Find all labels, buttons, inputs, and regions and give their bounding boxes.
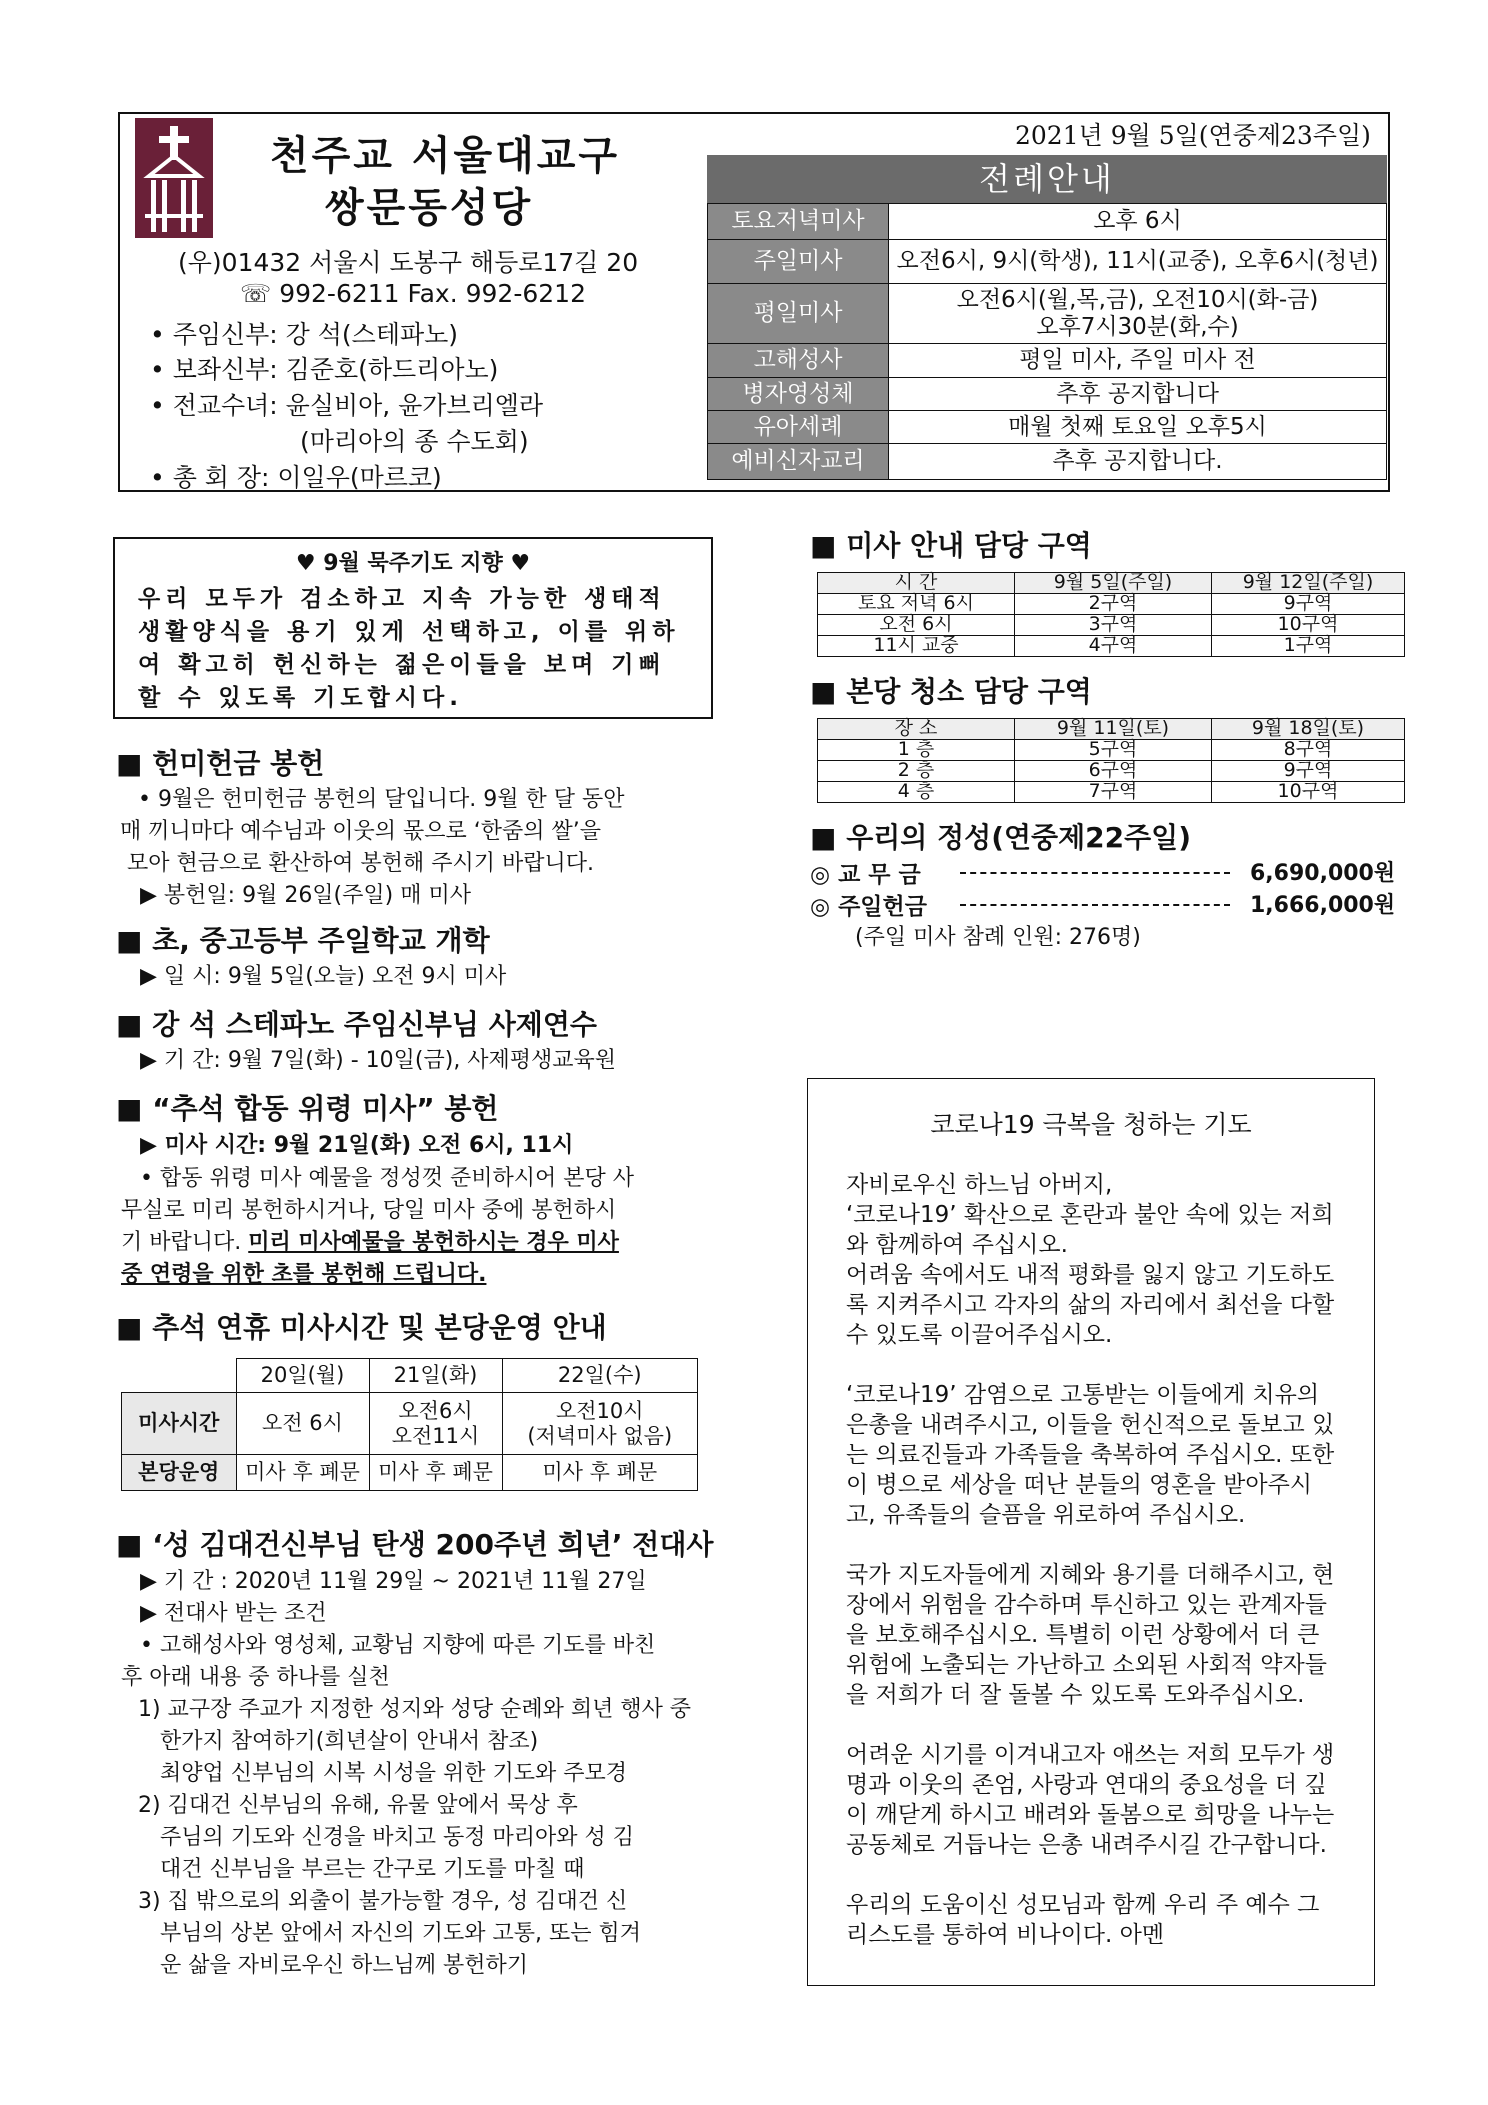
chuseok-row-label: 미사시간 xyxy=(122,1393,237,1455)
cleaning-heading: ■ 본당 청소 담당 구역 xyxy=(810,675,1092,708)
cleaning-cell: 4 층 xyxy=(818,782,1015,803)
corona-prayer-line: ‘코로나19’ 확산으로 혼란과 불안 속에 있는 저희 xyxy=(846,1202,1334,1228)
church-phone: ☏ 992-6211 Fax. 992-6212 xyxy=(240,279,586,308)
chuseok-header-row xyxy=(122,1359,698,1393)
chuseok-col-header: 20일(월) xyxy=(236,1359,369,1393)
staff-pastor: • 주임신부: 강 석(스테파노) xyxy=(150,320,459,349)
liturgy-key: 주일미사 xyxy=(708,240,889,284)
corona-prayer-line: 수 있도록 이끌어주십시오. xyxy=(846,1322,1113,1348)
corona-prayer-title: 코로나19 극복을 청하는 기도 xyxy=(930,1110,1252,1139)
cleaning-col-header: 9월 18일(토) xyxy=(1212,719,1405,740)
mass-guide-heading: ■ 미사 안내 담당 구역 xyxy=(810,529,1092,562)
jubilee-line: 2) 김대건 신부님의 유해, 유물 앞에서 묵상 후 xyxy=(138,1793,578,1818)
mass-guide-header-row xyxy=(818,573,1405,594)
corona-prayer-line: 국가 지도자들에게 지혜와 용기를 더해주시고, 현 xyxy=(846,1562,1335,1588)
mass-guide-cell: 2구역 xyxy=(1015,594,1212,615)
chuseok-row xyxy=(122,1455,698,1491)
mass-guide-col-header: 9월 5일(주일) xyxy=(1015,573,1212,594)
chuseok-cell: 미사 후 폐문 xyxy=(502,1455,698,1491)
jubilee-line: 후 아래 내용 중 하나를 실천 xyxy=(121,1665,390,1690)
liturgy-value-line: 오전6시(월,목,금), 오전10시(화-금) xyxy=(956,287,1319,314)
liturgy-table xyxy=(707,203,1387,480)
liturgy-row xyxy=(708,344,1387,378)
jubilee-line: 부님의 상본 앞에서 자신의 기도와 고통, 또는 힘겨 xyxy=(160,1921,641,1946)
bulletin-date: 2021년 9월 5일(연중제23주일) xyxy=(1015,121,1371,150)
liturgy-row xyxy=(708,204,1387,240)
rice-offering-heading: ■ 헌미헌금 봉헌 xyxy=(116,747,325,780)
cleaning-table xyxy=(817,718,1405,803)
jubilee-line: • 고해성사와 영성체, 교황님 지향에 따른 기도를 바친 xyxy=(140,1633,656,1658)
mass-guide-table xyxy=(817,572,1405,657)
retreat-line: ▶ 기 간: 9월 7일(화) - 10일(금), 사제평생교육원 xyxy=(140,1048,617,1073)
cleaning-cell: 2 층 xyxy=(818,761,1015,782)
liturgy-row xyxy=(708,378,1387,411)
corona-prayer-line: 록 지켜주시고 각자의 삶의 자리에서 최선을 다할 xyxy=(846,1292,1335,1318)
mass-guide-cell: 1구역 xyxy=(1212,636,1405,657)
jubilee-heading: ■ ‘성 김대건신부님 탄생 200주년 희년’ 전대사 xyxy=(116,1528,714,1561)
rice-line: ▶ 봉헌일: 9월 26일(주일) 매 미사 xyxy=(140,883,471,908)
corona-prayer-line: 자비로우신 하느님 아버지, xyxy=(846,1172,1113,1198)
jubilee-line: 한가지 참여하기(희년살이 안내서 참조) xyxy=(160,1729,539,1754)
jubilee-line: ▶ 전대사 받는 조건 xyxy=(140,1601,327,1626)
mass-guide-cell: 3구역 xyxy=(1015,615,1212,636)
prayer-intention-line: 생활양식을 용기 있게 선택하고, 이를 위하 xyxy=(138,619,680,645)
offering-attendance: (주일 미사 참례 인원: 276명) xyxy=(855,925,1141,950)
offering-label: ◎ 주일헌금 xyxy=(810,894,927,920)
rice-line: 모아 현금으로 환산하여 봉헌해 주시기 바랍니다. xyxy=(127,851,595,876)
prayer-intention-line: 우리 모두가 검소하고 지속 가능한 생태적 xyxy=(138,586,666,612)
liturgy-key: 평일미사 xyxy=(708,284,889,344)
corona-prayer-line: 공동체로 거듭나는 은총 내려주시길 간구합니다. xyxy=(846,1832,1327,1858)
cleaning-cell: 7구역 xyxy=(1015,782,1212,803)
chuseok-cell: 미사 후 폐문 xyxy=(369,1455,502,1491)
cleaning-cell: 8구역 xyxy=(1212,740,1405,761)
prayer-intention-title: ♥ 9월 묵주기도 지향 ♥ xyxy=(295,551,531,576)
liturgy-key: 유아세례 xyxy=(708,411,889,444)
corona-prayer-line: 이 병으로 세상을 떠난 분들의 영혼을 받아주시 xyxy=(846,1472,1313,1498)
rice-line: 매 끼니마다 예수님과 이웃의 몫으로 ‘한줌의 쌀’을 xyxy=(120,819,601,844)
chuseok-heading: ■ 추석 연휴 미사시간 및 본당운영 안내 xyxy=(116,1311,607,1344)
cleaning-cell: 9구역 xyxy=(1212,761,1405,782)
liturgy-key: 고해성사 xyxy=(708,344,889,378)
mass-guide-cell: 11시 교중 xyxy=(818,636,1015,657)
corona-prayer-line: 리스도를 통하여 비나이다. 아멘 xyxy=(846,1922,1165,1948)
mass-guide-col-header: 시 간 xyxy=(818,573,1015,594)
cleaning-cell: 5구역 xyxy=(1015,740,1212,761)
liturgy-key: 병자영성체 xyxy=(708,378,889,411)
cleaning-cell: 10구역 xyxy=(1212,782,1405,803)
liturgy-row xyxy=(708,240,1387,284)
corona-prayer-line: 어려움 속에서도 내적 평화를 잃지 않고 기도하도 xyxy=(846,1262,1335,1288)
cleaning-row xyxy=(818,782,1405,803)
liturgy-title: 전례안내 xyxy=(707,155,1387,203)
prayer-intention-line: 여 확고히 헌신하는 젊은이들을 보며 기뻐 xyxy=(138,652,666,678)
staff-sisters: • 전교수녀: 윤실비아, 윤가브리엘라 xyxy=(150,391,544,420)
corona-prayer-line: 위험에 노출되는 가난하고 소외된 사회적 약자들 xyxy=(846,1652,1327,1678)
corona-prayer-line: 와 함께하여 주십시오. xyxy=(846,1232,1068,1258)
staff-assistant: • 보좌신부: 김준호(하드리아노) xyxy=(150,355,499,384)
chuseok-cell: 오전10시 (저녁미사 없음) xyxy=(502,1393,698,1455)
corona-prayer-line: 장에서 위험을 감수하며 투신하고 있는 관계자들 xyxy=(846,1592,1327,1618)
prayer-intention-line: 할 수 있도록 기도합시다. xyxy=(138,685,463,711)
mass-guide-row xyxy=(818,615,1405,636)
cleaning-cell: 1 층 xyxy=(818,740,1015,761)
rice-line: • 9월은 헌미헌금 봉헌의 달입니다. 9월 한 달 동안 xyxy=(138,787,625,812)
memorial-mass-time: ▶ 미사 시간: 9월 21일(화) 오전 6시, 11시 xyxy=(140,1133,574,1158)
chuseok-col-header: 21일(화) xyxy=(369,1359,502,1393)
sunday-school-line: ▶ 일 시: 9월 5일(오늘) 오전 9시 미사 xyxy=(140,964,507,989)
memorial-line: • 합동 위령 미사 예물을 정성껏 준비하시어 본당 사 xyxy=(140,1166,634,1191)
corona-prayer-line: ‘코로나19’ 감염으로 고통받는 이들에게 치유의 xyxy=(846,1382,1320,1408)
corona-prayer-line: 고, 유족들의 슬픔을 위로하여 주십시오. xyxy=(846,1502,1246,1528)
cleaning-col-header: 9월 11일(토) xyxy=(1015,719,1212,740)
sunday-school-heading: ■ 초, 중고등부 주일학교 개학 xyxy=(116,924,490,957)
liturgy-row xyxy=(708,444,1387,480)
mass-guide-cell: 10구역 xyxy=(1212,615,1405,636)
church-name-line1: 천주교 서울대교구 xyxy=(270,133,621,179)
offering-row xyxy=(810,856,1396,888)
corona-prayer-line: 는 의료진들과 가족들을 축복하여 주십시오. 또한 xyxy=(846,1442,1335,1468)
liturgy-row xyxy=(708,284,1387,344)
cleaning-row xyxy=(818,740,1405,761)
chuseok-col-header: 22일(수) xyxy=(502,1359,698,1393)
mass-guide-cell: 토요 저녁 6시 xyxy=(818,594,1015,615)
memorial-line: 무실로 미리 봉헌하시거나, 당일 미사 중에 봉헌하시 xyxy=(121,1198,617,1223)
cleaning-col-header: 장 소 xyxy=(818,719,1015,740)
corona-prayer-line: 을 보호해주십시오. 특별히 이런 상황에서 더 큰 xyxy=(846,1622,1320,1648)
liturgy-value: 추후 공지합니다. xyxy=(889,444,1387,480)
corona-prayer-line: 우리의 도움이신 성모님과 함께 우리 주 예수 그 xyxy=(846,1892,1320,1918)
memorial-underline: 미리 미사예물을 봉헌하시는 경우 미사 xyxy=(248,1230,619,1255)
memorial-underline: 중 연령을 위한 초를 봉헌해 드립니다. xyxy=(121,1262,487,1287)
cleaning-cell: 6구역 xyxy=(1015,761,1212,782)
jubilee-line: 운 삶을 자비로우신 하느님께 봉헌하기 xyxy=(160,1953,529,1978)
liturgy-value xyxy=(889,284,1387,344)
jubilee-line: ▶ 기 간 : 2020년 11월 29일 ~ 2021년 11월 27일 xyxy=(140,1569,647,1594)
cleaning-header-row xyxy=(818,719,1405,740)
church-name-line2: 쌍문동성당 xyxy=(325,185,534,231)
staff-president: • 총 회 장: 이일우(마르코) xyxy=(150,463,442,492)
offering-leader xyxy=(960,872,1230,874)
jubilee-line: 주님의 기도와 신경을 바치고 동정 마리아와 성 김 xyxy=(160,1825,634,1850)
liturgy-value-line: 오후7시30분(화,수) xyxy=(1036,313,1239,340)
offering-amount: 1,666,000원 xyxy=(1250,893,1396,918)
jubilee-line: 3) 집 밖으로의 외출이 불가능할 경우, 성 김대건 신 xyxy=(138,1889,628,1914)
mass-guide-row xyxy=(818,594,1405,615)
liturgy-value: 오전6시, 9시(학생), 11시(교중), 오후6시(청년) xyxy=(889,240,1387,284)
mass-guide-col-header: 9월 12일(주일) xyxy=(1212,573,1405,594)
liturgy-key: 토요저녁미사 xyxy=(708,204,889,240)
chuseok-table xyxy=(121,1358,698,1491)
church-address: (우)01432 서울시 도봉구 해등로17길 20 xyxy=(178,248,639,277)
jubilee-line: 최양업 신부님의 시복 시성을 위한 기도와 주모경 xyxy=(160,1761,628,1786)
mass-guide-cell: 오전 6시 xyxy=(818,615,1015,636)
jubilee-line: 대건 신부님을 부르는 간구로 기도를 마칠 때 xyxy=(160,1857,585,1882)
corona-prayer-line: 을 저희가 더 잘 돌볼 수 있도록 도와주십시오. xyxy=(846,1682,1305,1708)
memorial-mass-heading: ■ “추석 합동 위령 미사” 봉헌 xyxy=(116,1092,499,1125)
chuseok-cell: 오전6시 오전11시 xyxy=(369,1393,502,1455)
jubilee-line: 1) 교구장 주교가 지정한 성지와 성당 순례와 희년 행사 중 xyxy=(138,1697,692,1722)
offering-label: ◎ 교 무 금 xyxy=(810,862,921,888)
offering-heading: ■ 우리의 정성(연중제22주일) xyxy=(810,821,1191,854)
liturgy-key: 예비신자교리 xyxy=(708,444,889,480)
offering-row xyxy=(810,888,1396,920)
liturgy-value: 오후 6시 xyxy=(889,204,1387,240)
liturgy-value: 추후 공지합니다 xyxy=(889,378,1387,411)
corona-prayer-line: 은총을 내려주시고, 이들을 헌신적으로 돌보고 있 xyxy=(846,1412,1335,1438)
offering-amount: 6,690,000원 xyxy=(1250,861,1396,886)
chuseok-row xyxy=(122,1393,698,1455)
memorial-underline-line xyxy=(121,1257,486,1288)
chuseok-cell: 오전 6시 xyxy=(236,1393,369,1455)
corona-prayer-line: 명과 이웃의 존엄, 사랑과 연대의 중요성을 더 깊 xyxy=(846,1772,1327,1798)
mass-guide-cell: 4구역 xyxy=(1015,636,1212,657)
corona-prayer-line: 이 깨닫게 하시고 배려와 돌봄으로 희망을 나누는 xyxy=(846,1802,1335,1828)
chuseok-corner xyxy=(122,1359,237,1393)
liturgy-value: 평일 미사, 주일 미사 전 xyxy=(889,344,1387,378)
mass-guide-row xyxy=(818,636,1405,657)
mass-guide-cell: 9구역 xyxy=(1212,594,1405,615)
memorial-line: 기 바랍니다. xyxy=(121,1230,242,1255)
church-logo xyxy=(135,118,213,238)
corona-prayer-line: 어려운 시기를 이겨내고자 애쓰는 저희 모두가 생 xyxy=(846,1742,1335,1768)
liturgy-value: 매월 첫째 토요일 오후5시 xyxy=(889,411,1387,444)
retreat-heading: ■ 강 석 스테파노 주임신부님 사제연수 xyxy=(116,1008,597,1041)
liturgy-row xyxy=(708,411,1387,444)
memorial-line-mixed xyxy=(121,1225,619,1256)
offering-leader xyxy=(960,904,1230,906)
cleaning-row xyxy=(818,761,1405,782)
staff-sisters-order: (마리아의 종 수도회) xyxy=(300,427,529,456)
chuseok-cell: 미사 후 폐문 xyxy=(236,1455,369,1491)
chuseok-row-label: 본당운영 xyxy=(122,1455,237,1491)
